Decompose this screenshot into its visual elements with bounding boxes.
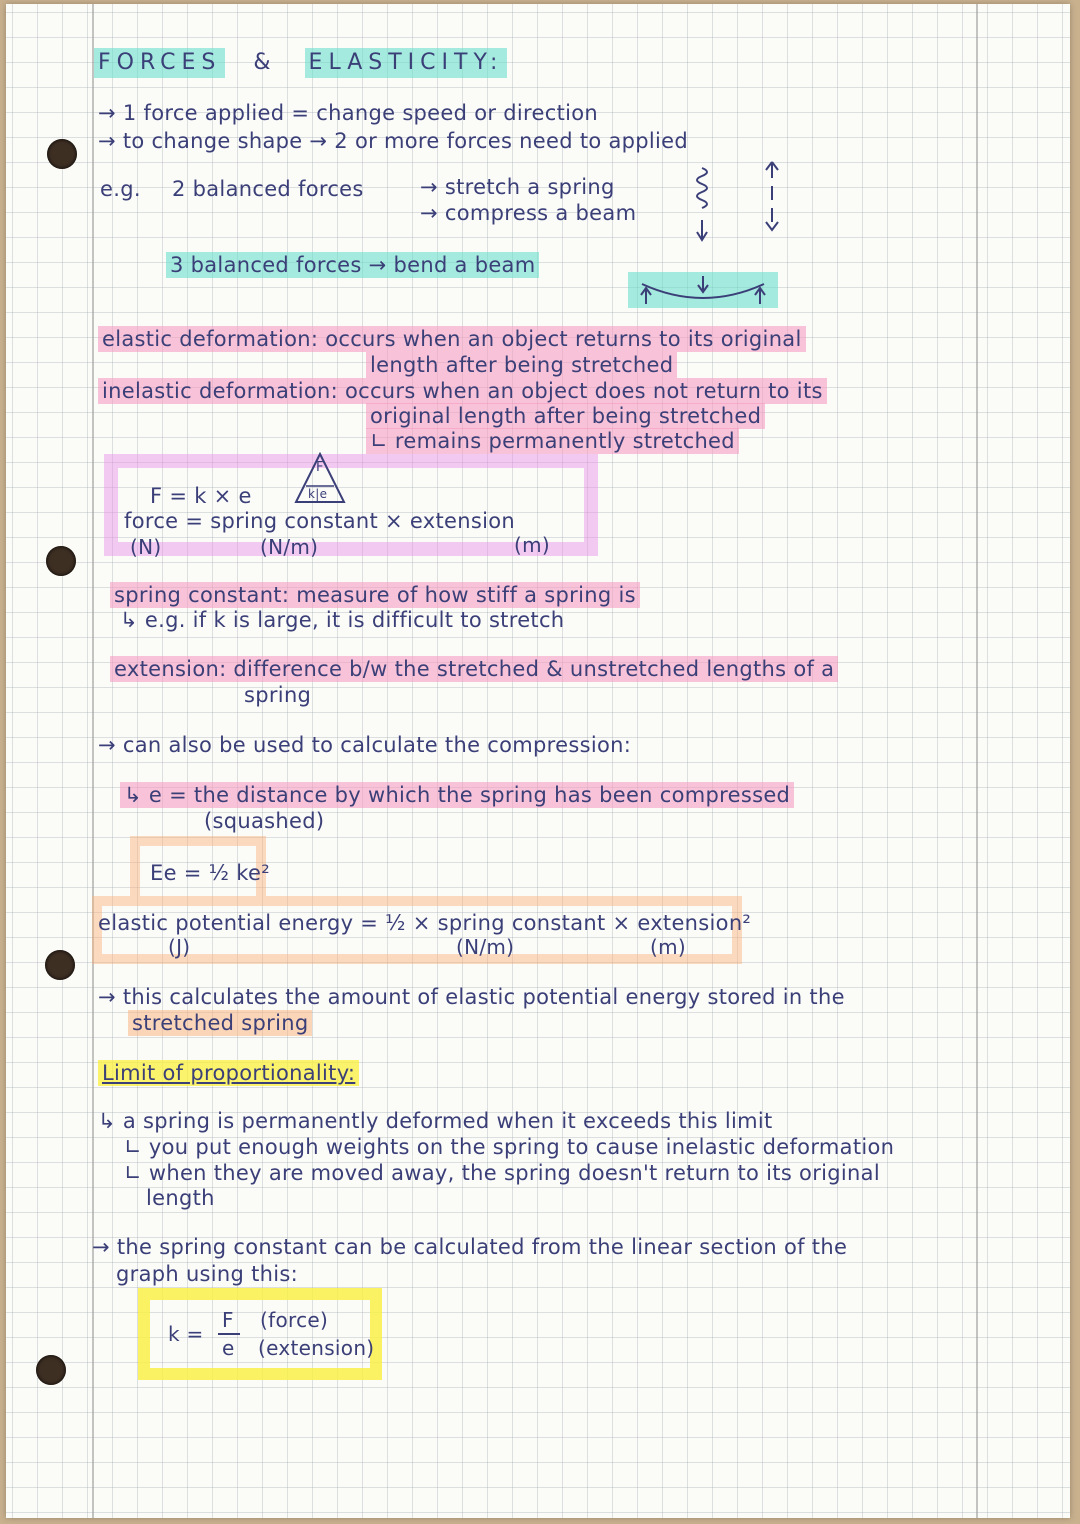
triangle-bottom: k|e <box>308 487 328 501</box>
note-line: 2 balanced forces <box>172 177 364 201</box>
note-line: inelastic deformation: occurs when an object does not return to its <box>98 378 827 404</box>
note-line: graph using this: <box>116 1262 299 1286</box>
note-line: 3 balanced forces → bend a beam <box>166 252 539 278</box>
note-line: stretched spring <box>128 1010 312 1036</box>
triangle-top: F <box>316 460 324 475</box>
formula: k = <box>168 1322 204 1346</box>
page-title <box>94 48 507 78</box>
formula-label: (extension) <box>258 1336 375 1360</box>
note-line: spring <box>244 683 312 707</box>
formula-numerator: F <box>222 1308 234 1332</box>
formula-words: force = spring constant × extension <box>124 509 515 533</box>
unit: (N/m) <box>456 935 515 959</box>
unit: (N) <box>130 535 162 559</box>
note-line: ↳ e.g. if k is large, it is difficult to stretch <box>120 608 565 632</box>
note-line: e.g. <box>100 177 141 201</box>
unit: (J) <box>168 935 191 959</box>
note-line: → the spring constant can be calculated from the linear section of the <box>92 1235 848 1259</box>
note-line: ∟ you put enough weights on the spring to cause inelastic deformation <box>124 1135 895 1159</box>
formula: Ee = ½ ke² <box>150 861 270 885</box>
note-line: spring constant: measure of how stiff a spring is <box>110 582 640 608</box>
punch-hole <box>46 546 76 576</box>
spring-sketch <box>680 160 790 250</box>
note-line: extension: difference b/w the stretched & unstretched lengths of a <box>110 656 838 682</box>
note-line: (squashed) <box>204 809 325 833</box>
punch-hole <box>36 1355 66 1385</box>
note-line: ↳ e = the distance by which the spring has been compressed <box>120 782 794 808</box>
punch-hole <box>45 950 75 980</box>
section-heading: Limit of proportionality: <box>98 1060 359 1086</box>
title-elasticity: ELASTICITY: <box>305 48 508 78</box>
left-margin-line <box>92 4 94 1518</box>
bent-beam-sketch <box>628 268 778 316</box>
right-margin-line <box>976 4 978 1518</box>
note-line: → compress a beam <box>420 201 637 225</box>
formula: F = k × e <box>150 484 252 508</box>
note-line: ↳ a spring is permanently deformed when it exceeds this limit <box>98 1109 773 1133</box>
note-line: → stretch a spring <box>420 175 615 199</box>
note-line: length after being stretched <box>366 352 677 378</box>
note-line: length <box>146 1186 215 1210</box>
unit: (m) <box>650 935 686 959</box>
punch-hole <box>47 139 77 169</box>
note-line: → 1 force applied = change speed or direction <box>98 101 599 125</box>
title-forces: FORCES <box>94 48 225 78</box>
note-line: ∟ when they are moved away, the spring doesn't return to its original <box>124 1161 880 1185</box>
note-line: → can also be used to calculate the compression: <box>98 733 632 757</box>
formula-denominator: e <box>222 1336 235 1360</box>
unit: (m) <box>514 533 550 557</box>
unit: (N/m) <box>260 535 319 559</box>
title-ampersand: & <box>253 50 277 75</box>
formula-label: (force) <box>260 1308 329 1332</box>
note-line: elastic deformation: occurs when an object returns to its original <box>98 326 806 352</box>
note-line: → this calculates the amount of elastic potential energy stored in the <box>98 985 845 1009</box>
note-line: → to change shape → 2 or more forces need to applied <box>98 129 689 153</box>
note-line: ∟ remains permanently stretched <box>366 428 739 454</box>
formula-words: elastic potential energy = ½ × spring constant × extension² <box>98 911 752 935</box>
note-line: original length after being stretched <box>366 403 765 429</box>
